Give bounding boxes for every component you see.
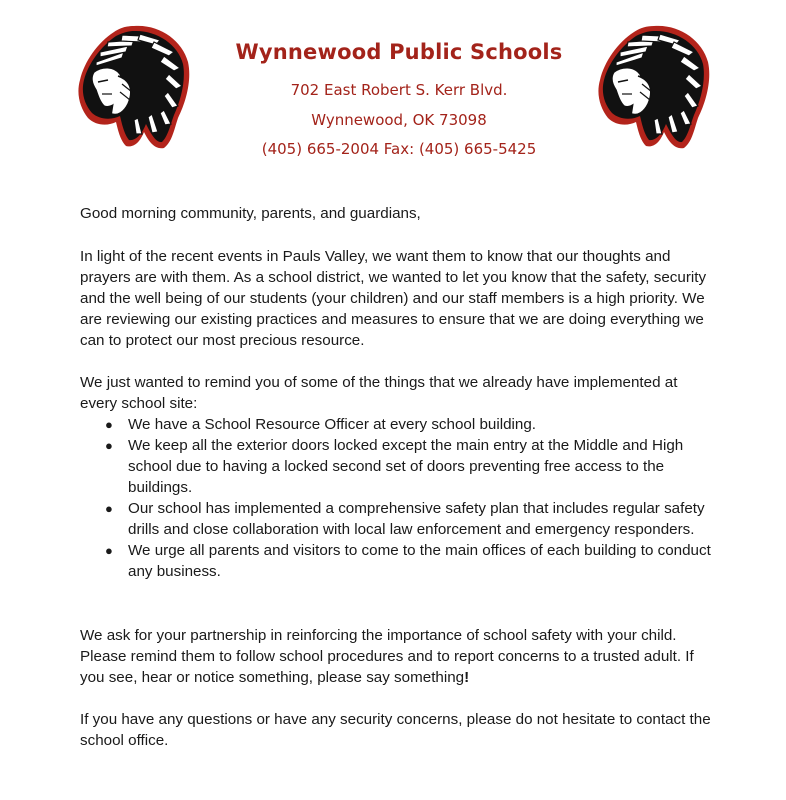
school-name: Wynnewood Public Schools	[235, 40, 563, 64]
bullet-icon: ●	[105, 438, 113, 453]
letter-body	[80, 203, 716, 751]
paragraph-implemented-measures: We just wanted to remind you of some of the things that we already have implemented at every school site:	[80, 374, 678, 412]
list-item	[80, 414, 716, 435]
spacer	[80, 582, 716, 625]
list-item	[80, 498, 716, 540]
paragraph-partnership	[80, 625, 716, 688]
paragraph-contact: If you have any questions or have any security concerns, please do not hesitate to contact the school office.	[80, 711, 711, 749]
list-item-text: We urge all parents and visitors to come to the main offices of each building to conduct any business.	[128, 542, 711, 580]
paragraph-safety-priority: In light of the recent events in Pauls Valley, we want them to know that our thoughts and prayers are with them. As a school district, we wanted to let you know that the safety, security and the well being of our students (your children) and our staff members is a high priority. We are reviewing our existing practices and measures to ensure that we are doing everything we can to protect our most precious resource.	[80, 248, 707, 349]
list-item-text: Our school has implemented a comprehensive safety plan that includes regular safety drills and close collaboration with local law enforcement and emergency responders.	[128, 500, 705, 538]
address-line-1: 702 East Robert S. Kerr Blvd.	[290, 81, 508, 99]
bullet-icon: ●	[105, 543, 113, 558]
phone-fax-line: (405) 665-2004 Fax: (405) 665-5425	[261, 140, 537, 158]
list-item	[80, 435, 716, 498]
bullet-icon: ●	[105, 501, 113, 516]
list-item-text: We have a School Resource Officer at every school building.	[128, 416, 537, 433]
list-item-text: We keep all the exterior doors locked except the main entry at the Middle and High school due to having a locked second set of doors preventing free access to the buildings.	[128, 437, 684, 496]
bullet-icon: ●	[105, 417, 113, 432]
exclamation-mark: !	[464, 669, 470, 686]
address-line-2: Wynnewood, OK 73098	[311, 111, 487, 129]
measures-list	[80, 414, 716, 582]
letterhead	[0, 0, 786, 170]
list-item	[80, 540, 716, 582]
greeting: Good morning community, parents, and guardians,	[80, 205, 421, 222]
paragraph-partnership-text: We ask for your partnership in reinforcing the importance of school safety with your child. Please remind them to follow school procedures and to report concerns to a trusted adult. If you see, hear or notice something, please say something	[80, 627, 694, 686]
